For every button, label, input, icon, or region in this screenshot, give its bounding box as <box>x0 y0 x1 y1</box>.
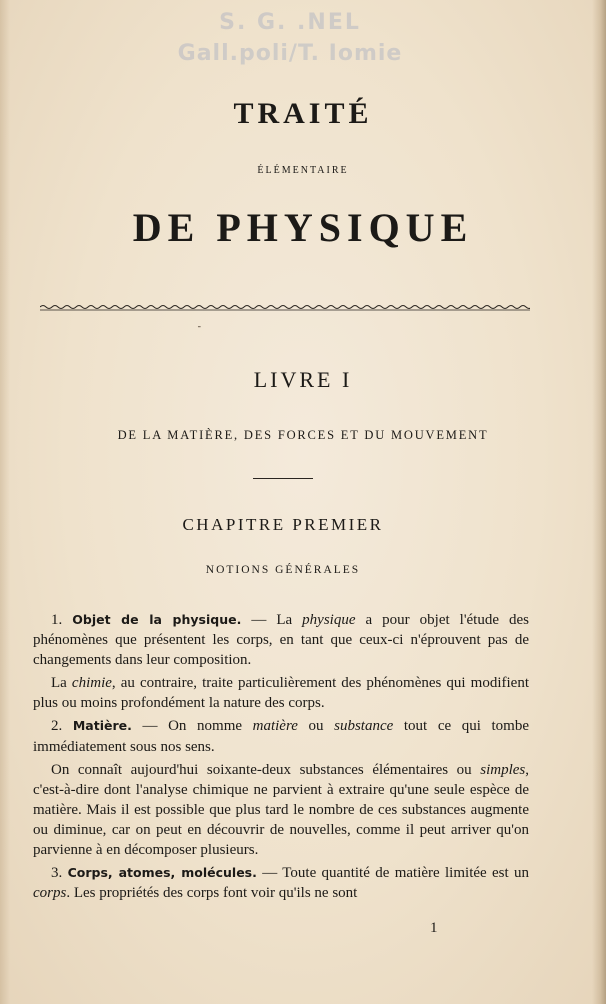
section-heading: Corps, atomes, molécules. <box>67 865 257 881</box>
text-run: a pour objet l'étude des phénomènes que présentent les corps, en tant que ceux-ci n'éprouvent pas de changements dans leur composition. <box>33 612 530 669</box>
section-number: 2. <box>51 718 63 735</box>
text-run: — La <box>241 612 303 628</box>
library-stamp <box>150 10 430 90</box>
paragraph-2 <box>33 673 529 713</box>
paragraph-1 <box>33 610 529 670</box>
text-run: La <box>51 675 72 692</box>
book-subheading: DE LA MATIÈRE, DES FORCES ET DU MOUVEMENT <box>117 428 489 442</box>
text-run: , c'est-à-dire dont l'analyse chimique ne parvient à extraire qu'une seule espèce de matière. Mais il est possible que plus tard le nombre de ces substances augmente ou diminue, car on peut en découvrir de nouvelles, comme il peut arriver qu'on parvienne à en décomposer plusieurs. <box>33 761 529 859</box>
page-number: 1 <box>430 920 438 936</box>
text-run: . Les propriétés des corps font voir qu'ils ne sont <box>66 885 358 902</box>
emphasis: chimie <box>71 675 112 692</box>
paragraph-5 <box>33 863 529 903</box>
main-title: DE PHYSIQUE <box>132 205 474 250</box>
text-run: ou <box>297 718 335 735</box>
emphasis: matière <box>252 718 298 735</box>
chapter-subheading: NOTIONS GÉNÉRALES <box>205 564 361 576</box>
emphasis: physique <box>302 612 356 628</box>
stamp-line-2: Gall.poli/T. Iomie <box>177 41 403 66</box>
body-text <box>33 610 529 906</box>
section-rule <box>253 478 313 479</box>
section-number: 1. <box>51 612 63 628</box>
text-run: — On nomme <box>131 718 253 735</box>
page-subtitle: ÉLÉMENTAIRE <box>257 165 349 176</box>
text-run: , au contraire, traite particulièrement des phénomènes qui modifient plus ou moins profondément la nature des corps. <box>33 675 529 712</box>
chapter-heading: CHAPITRE PREMIER <box>182 515 384 534</box>
stamp-line-1: S. G. .NEL <box>219 10 361 35</box>
emphasis: corps <box>33 885 67 902</box>
ornament-mark: ⁃ <box>197 322 202 332</box>
emphasis: substance <box>334 718 394 735</box>
wavy-divider <box>40 302 530 312</box>
text-run: tout ce qui tombe immédiatement sous nos sens. <box>33 718 530 755</box>
page-right-edge <box>592 0 606 1004</box>
text-run: — Toute quantité de matière limitée est un <box>256 865 530 882</box>
page-title: TRAITÉ <box>233 97 373 130</box>
section-heading: Objet de la physique. <box>72 612 242 627</box>
text-run: On connaît aujourd'hui soixante-deux substances élémentaires ou <box>51 761 481 778</box>
section-heading: Matière. <box>72 718 132 734</box>
book-heading: LIVRE I <box>253 367 353 392</box>
page-left-edge <box>0 0 10 1004</box>
paragraph-4 <box>33 760 529 860</box>
paragraph-3 <box>33 716 529 756</box>
section-number: 3. <box>51 865 63 882</box>
emphasis: simples <box>480 761 526 778</box>
